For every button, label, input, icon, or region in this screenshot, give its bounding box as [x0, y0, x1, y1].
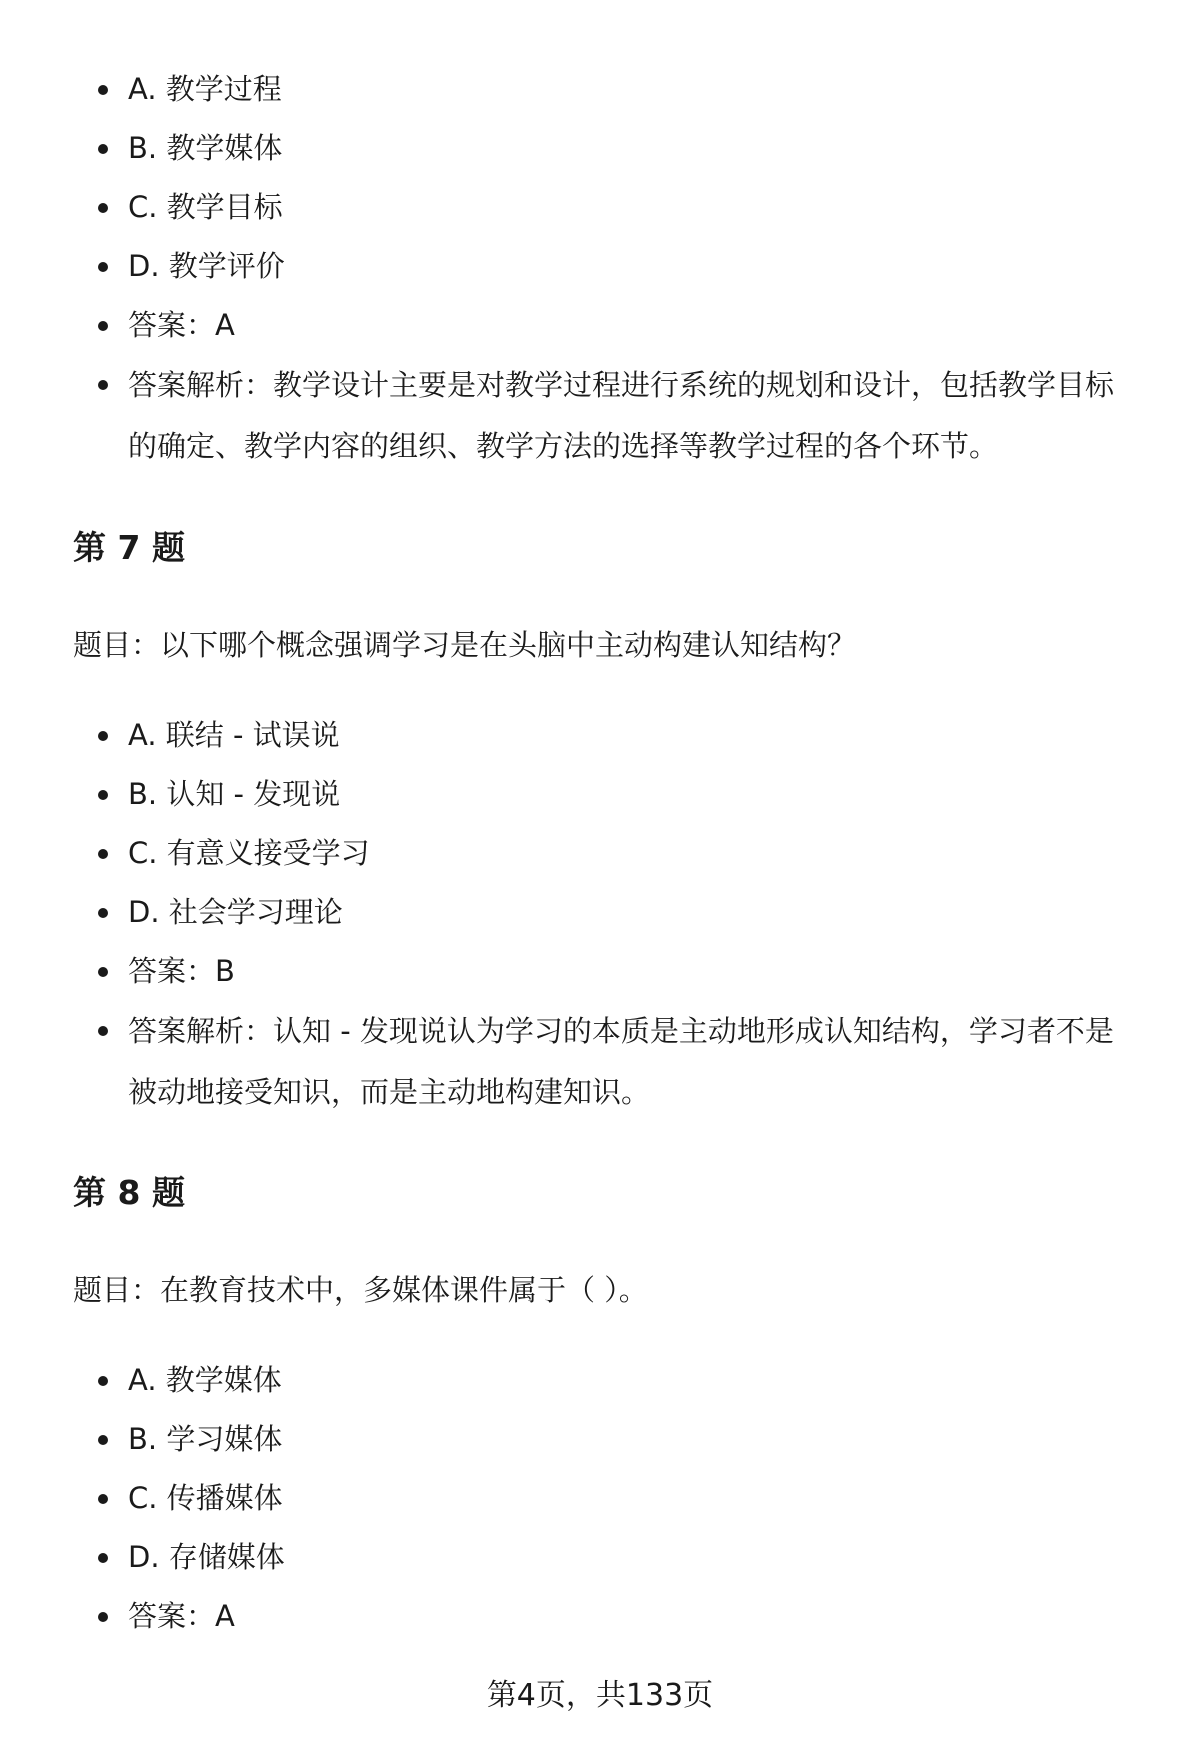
bullet-icon — [98, 380, 108, 390]
q8-title: 第 8 题 — [73, 1173, 185, 1212]
bullet-icon — [98, 849, 108, 859]
q6-options-list — [0, 60, 1200, 477]
bullet-icon — [98, 790, 108, 800]
q6-option-c: C. 教学目标 — [0, 178, 1138, 237]
bullet-icon — [98, 731, 108, 741]
bullet-icon — [98, 1376, 108, 1386]
q8-option-a: A. 教学媒体 — [0, 1351, 1138, 1410]
bullet-icon — [98, 321, 108, 331]
q8-options-list — [0, 1351, 1200, 1646]
q6-option-d: D. 教学评价 — [0, 237, 1138, 296]
q7-stem: 题目：以下哪个概念强调学习是在头脑中主动构建认知结构？ — [73, 628, 857, 662]
q7-answer: 答案：B — [0, 942, 1138, 1001]
q8-option-d: D. 存储媒体 — [0, 1528, 1138, 1587]
bullet-icon — [98, 144, 108, 154]
q7-option-a: A. 联结 - 试误说 — [0, 706, 1138, 765]
bullet-icon — [98, 1026, 108, 1036]
q6-option-a: A. 教学过程 — [0, 60, 1138, 119]
bullet-icon — [98, 262, 108, 272]
q7-options-list — [0, 706, 1200, 1123]
page-number-footer: 第4页，共133页 — [486, 1678, 714, 1713]
q7-option-c: C. 有意义接受学习 — [0, 824, 1138, 883]
q8-answer: 答案：A — [0, 1587, 1138, 1646]
q8-option-b: B. 学习媒体 — [0, 1410, 1138, 1469]
q7-explanation: 答案解析：认知 - 发现说认为学习的本质是主动地形成认知结构，学习者不是被动地接受知识，而是主动地构建知识。 — [0, 1001, 1138, 1123]
bullet-icon — [98, 1612, 108, 1622]
q8-stem: 题目：在教育技术中，多媒体课件属于（ ）。 — [73, 1273, 648, 1307]
q7-title: 第 7 题 — [73, 528, 185, 567]
bullet-icon — [98, 1435, 108, 1445]
q6-explanation: 答案解析：教学设计主要是对教学过程进行系统的规划和设计，包括教学目标的确定、教学内容的组织、教学方法的选择等教学过程的各个环节。 — [0, 355, 1138, 477]
q8-option-c: C. 传播媒体 — [0, 1469, 1138, 1528]
q7-option-b: B. 认知 - 发现说 — [0, 765, 1138, 824]
bullet-icon — [98, 1553, 108, 1563]
q6-option-b: B. 教学媒体 — [0, 119, 1138, 178]
bullet-icon — [98, 203, 108, 213]
bullet-icon — [98, 1494, 108, 1504]
q6-answer: 答案：A — [0, 296, 1138, 355]
q7-option-d: D. 社会学习理论 — [0, 883, 1138, 942]
bullet-icon — [98, 967, 108, 977]
bullet-icon — [98, 908, 108, 918]
bullet-icon — [98, 85, 108, 95]
